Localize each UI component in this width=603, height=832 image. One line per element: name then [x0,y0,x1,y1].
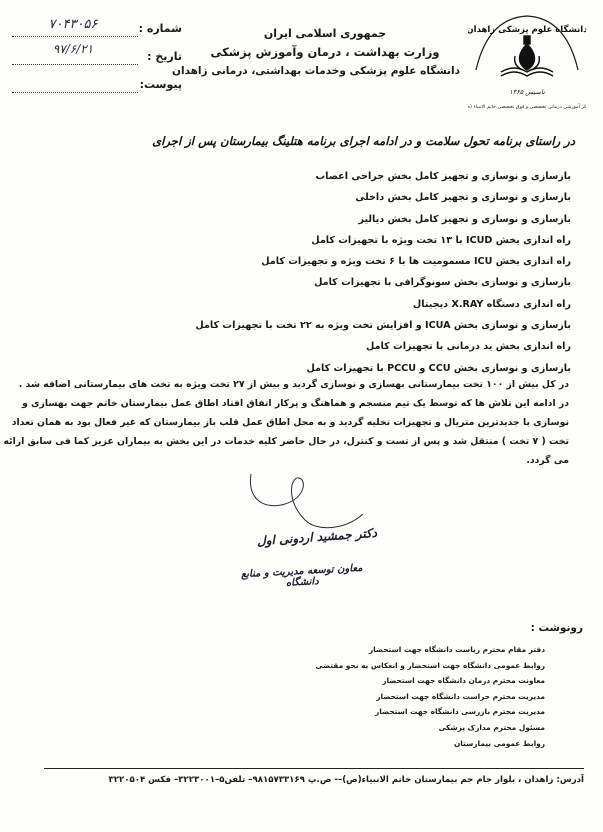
list-item: بازسازی و نوسازی و تجهیز کامل بخش دیالیز [358,213,571,225]
list-item: راه اندازی بخش ICU مسمومیت ها با ۶ تخت ویژه و تجهیزات کامل [261,256,571,268]
gov-line-ministry: وزارت بهداشت ، درمان وآموزش پزشکی [210,45,440,59]
letter-meta [12,16,182,100]
paragraph-line: می گردد. [526,455,569,466]
university-logo [468,10,586,118]
paragraph-line: در ادامه این تلاش ها که توسط یک تیم منسجم و هماهنگ و پرکار اتفاق افتاد اطاق عمل بیمارستان خاتم جهت بهسازی و [21,398,569,409]
logo-founded: تاسیس ۱۳۶۵ [509,88,545,96]
meta-attachment-row [12,72,182,100]
number-line [12,36,138,37]
copies-list [185,642,545,751]
date-label: تاریخ : [147,50,182,63]
paragraph-line: تخت ( ۷ تخت ) منتقل شد و پس از تست و کنترل، در حال حاضر کلیه خدمات در این بخش به بیماران عزیز کما فی سابق ارائه [3,436,569,447]
footer-divider [44,768,584,769]
meta-number-row [12,16,182,44]
logo-subtext: مرکز آموزشی درمانی تخصصی و فوق تخصصی خاتم الانبیاء (ص) [468,105,586,110]
signature-title: معاون توسعه مدیریت و منابع دانشگاه [240,562,363,589]
list-item: راه اندازی بخش ید درمانی با تجهیزات کامل [366,341,571,353]
list-item: روابط عمومی دانشگاه جهت استحضار و انعکاس به نحو مقتضی [315,660,545,670]
number-value: ۷۰۴۳۰۵۶ [48,17,98,32]
achievements-list [151,166,571,379]
list-item: دفتر مقام محترم ریاست دانشگاه جهت استحضار [368,645,545,654]
paragraph-line: نوسازی با جدیدترین متریال و تجهیزات تخلیه گردید و به محل اطاق عمل قلب باز بیمارستان که غیر فعال بود به همان تعداد [11,417,569,428]
date-value: ۹۷/۶/۲۱ [52,42,94,56]
letter-title: در راستای برنامه تحول سلامت و در ادامه اجرای برنامه هتلینگ بیمارستان پس از اجرای [152,134,575,148]
list-item: بازسازی و نوسازی بخش سونوگرافی با تجهیزات کامل [314,277,571,289]
list-item: مسئول محترم مدارک پزشکی [438,722,545,732]
gov-line-republic: جمهوری اسلامی ایران [263,27,387,40]
attachment-label: پیوست: [139,78,182,91]
list-item: مدیریت محترم حراست دانشگاه جهت استحضار [376,691,545,701]
paragraph-line: در کل بیش از ۱۰۰ تخت بیمارستانی بهسازی و نوسازی گردید و بیش از ۲۷ تخت ویژه به تخت های بیمارستانی اضافه شد . [18,379,569,390]
list-item: مدیریت محترم بازرسی دانشگاه جهت استحضار [375,707,545,717]
emblem-icon [468,10,586,118]
list-item: بازسازی و نوسازی بخش ICUA و افزایش تخت ویژه به ۲۲ تخت با تجهیزات کامل [195,320,571,332]
signature-name: دکتر جمشید اردونی اول [256,525,378,549]
list-item: بازسازی و نوسازی و تجهیز کامل بخش جراحی اعصاب [315,171,571,182]
logo-university-name: دانشگاه علوم پزشکی زاهدان [468,25,586,35]
meta-date-row [12,44,182,72]
list-item: بازسازی و نوسازی بخش CCU و PCCU با تجهیزات کامل [306,362,571,374]
date-line [12,64,138,65]
list-item: روابط عمومی بیمارستان [453,738,545,748]
footer-address: آدرس: زاهدان ، بلوار جام جم بیمارستان خاتم الانبیاء(ص)–- ص.پ ۹۸۱۵۷۳۳۱۶۹– تلفن۵–۳۲۲۳۰۰۱– فکس ۳۲۲۰۵۰۴ [108,775,584,785]
list-item: راه اندازی دستگاه X.RAY دیجیتال [412,298,571,310]
attachment-line [12,92,138,93]
list-item: بازسازی و نوسازی و تجهیز کامل بخش داخلی [355,192,571,204]
copies-heading: رونوشت : [530,622,583,634]
list-item: معاونت محترم درمان دانشگاه جهت استحضار [382,676,545,686]
list-item: راه اندازی بخش ICUD با ۱۳ تخت ویژه با تجهیزات کامل [311,234,571,246]
number-label: شماره : [138,22,182,35]
body-paragraph [3,375,569,470]
letterhead-titles [172,24,460,81]
gov-line-university: دانشگاه علوم پزشکی وخدمات بهداشتی، درمانی زاهدان [172,65,460,77]
